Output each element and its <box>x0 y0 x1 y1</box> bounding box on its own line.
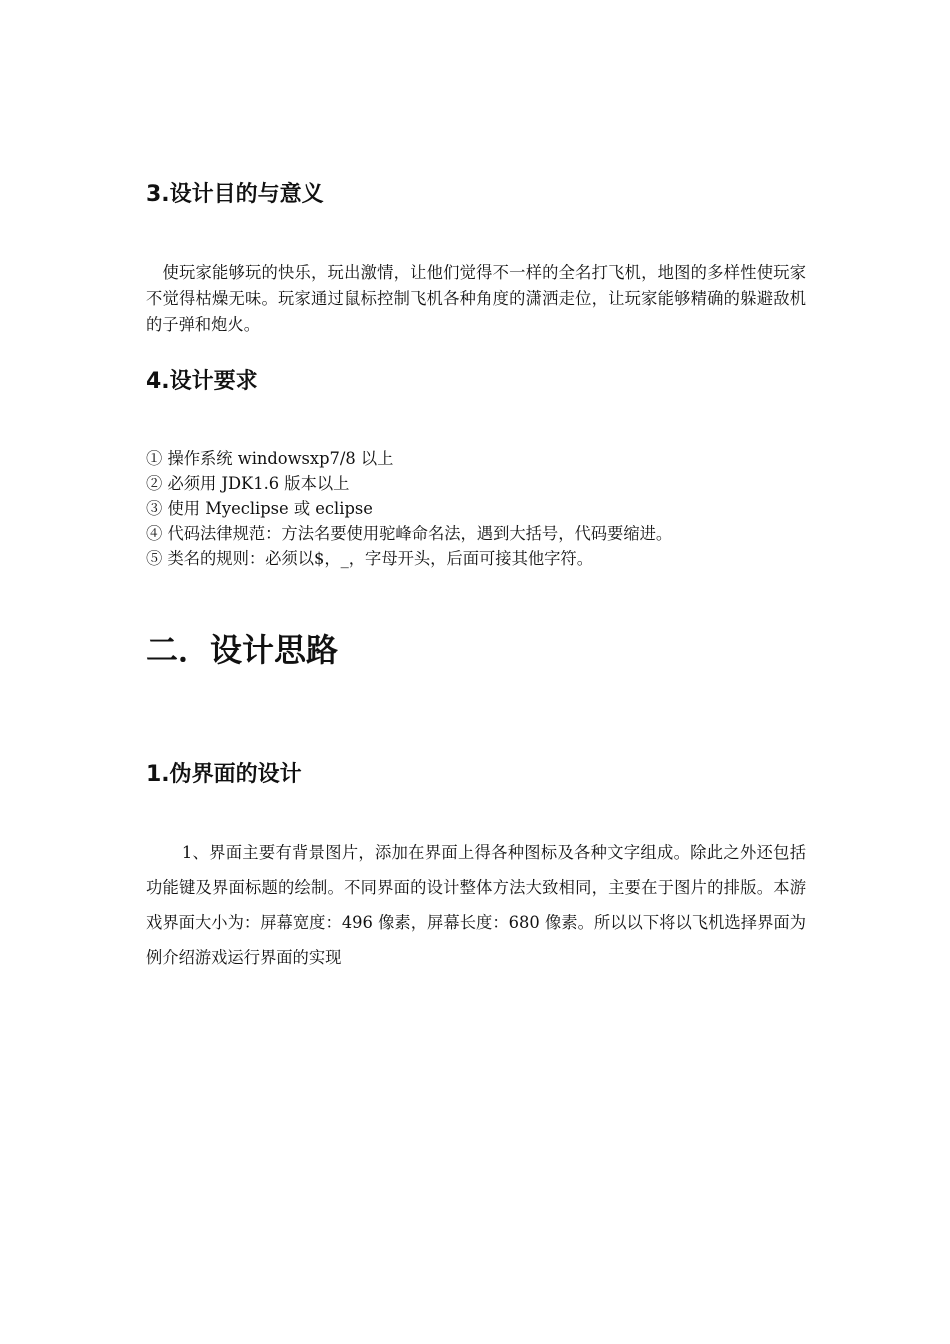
requirement-item: ④ 代码法律规范：方法名要使用驼峰命名法，遇到大括号，代码要缩进。 <box>146 524 673 543</box>
section-heading-design-requirements: 4.设计要求 <box>146 369 258 394</box>
section-heading-fake-interface: 1.伪界面的设计 <box>146 762 302 787</box>
requirement-item: ① 操作系统 windowsxp7/8 以上 <box>146 449 394 468</box>
paragraph-fake-interface: 1、界面主要有背景图片，添加在界面上得各种图标及各种文字组成。除此之外还包括功能键及界面标题的绘制。不同界面的设计整体方法大致相同，主要在于图片的排版。本游戏界面大小为：屏幕宽度：496 像素，屏幕长度：680 像素。所以以下将以飞机选择界面为例介绍游戏运行界面的实现 <box>146 843 806 967</box>
paragraph-design-purpose: 使玩家能够玩的快乐，玩出激情，让他们觉得不一样的全名打飞机，地图的多样性使玩家不觉得枯燥无味。玩家通过鼠标控制飞机各种角度的潇洒走位，让玩家能够精确的躲避敌机的子弹和炮火。 <box>146 263 806 334</box>
requirements-list <box>146 446 806 571</box>
section-heading-design-purpose: 3.设计目的与意义 <box>146 182 324 207</box>
requirement-item: ⑤ 类名的规则：必须以$，_，字母开头，后面可接其他字符。 <box>146 549 593 568</box>
requirement-item: ② 必须用 JDK1.6 版本以上 <box>146 474 350 493</box>
chapter-heading-design-ideas: 二．设计思路 <box>146 631 339 669</box>
requirement-item: ③ 使用 Myeclipse 或 eclipse <box>146 499 373 518</box>
